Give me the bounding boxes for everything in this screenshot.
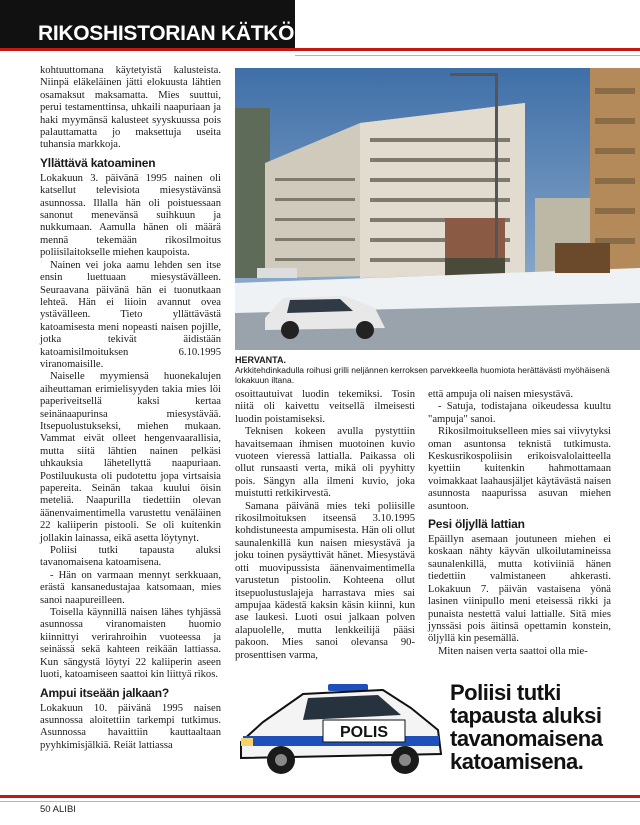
column-2 xyxy=(235,389,415,662)
paragraph: Lokakuun 3. päivänä 1995 nainen oli katsellut televisiota miesystävänsä asunnossa. Illalla hän oli poistuessaan sanonut menevänsä suihkuun ja nukkumaan. Aamulla hänen oli määrä mennä tekemään rikosilmoitus poliisilaitokselle miehen kaupoista. xyxy=(40,172,221,259)
paragraph: Poliisi tutki tapausta aluksi tavanomaisena katoamisena. xyxy=(40,545,221,569)
subheading-yllattava-katoaminen: Yllättävä katoaminen xyxy=(40,155,156,170)
paragraph: - Satuja, todistajana oikeudessa kuultu "ampuja" sanoi. xyxy=(428,401,611,425)
photo-caption xyxy=(235,355,635,385)
paragraph: - Hän on varmaan mennyt serkkuaan, erästä kansanedustajaa katsomaan, mies sanoi naapureilleen. xyxy=(40,569,221,606)
column-3 xyxy=(428,389,611,658)
caption-title: HERVANTA. xyxy=(235,355,287,365)
footer-red-rule xyxy=(0,795,640,798)
paragraph: Samana päivänä mies teki poliisille rikosilmoituksen itseensä 3.10.1995 kohdistuneesta ampumisesta. Hän oli ollut saunalenkillä kun naisen miesystävä ja joku toinen pysäyttivät hänet. Miesystävä otti muovipussista äänenvaimentimella varustetun pistoolin. Kohteena ollut itsepuolustuslajeja harrastava mies sai ampujaa kädestä kaksin käsin kiinni, kun ase laukesi. Luoti osui jalkaan polven alapuolelle, mutta lenkkeilijä pääsi pakoon. Mies sanoi olevansa 90-prosenttisen varma, xyxy=(235,500,415,661)
police-car-illustration xyxy=(233,680,445,780)
page-number: 50 ALIBI xyxy=(40,804,76,815)
paragraph: Nainen vei joka aamu lehden sen itse ensin luettuaan miesystävälleen. Seuraavana päivänä hän ei tuonutkaan lehteä. Hän ei liioin avannut ovea ystävälleen. Tieto yllättävästä katoamisesta meni nopeasti naisen pojille, jotka tekivät äidistään katoamisilmoituksen 6.10.1995 viranomaisille. xyxy=(40,259,221,370)
paragraph: Naiselle myymiensä huonekalujen aiheuttaman erimielisyyden takia mies löi paperiveitsellä kaksi kertaa seinänaapurinsa miesystävää. Itsepuolustukseksi, miehen mukaan. Vammat eivät olleet hengenvaarallisia, mutta siitä lähtien nainen pelkäsi uhkauksia lähetellyttä naapuriaan. Postiluukusta oli pudotettu jopa virtsaisia papereita. Seinän takaa kuului öisin meteliä. Naapurilla tiedettiin olevan äänenvaimentimella varustettu venäläinen 22 kaliiperin pistooli. Se oli kuitenkin jollakin lainassa, eikä asetta löytynyt. xyxy=(40,371,221,544)
footer-grey-rule xyxy=(0,801,640,802)
paragraph: osoittautuivat luodin tekemiksi. Tosin niitä oli kaivettu veitsellä ilmeisesti luodin poistamiseksi. xyxy=(235,389,415,425)
header-red-rule xyxy=(0,48,640,51)
paragraph: Toisella käynnillä naisen lähes tyhjässä asunnossa viranomaisten huomio kiinnittyi verirahroihin vuoteessa ja seinässä sekä kahteen reikään lattiassa. Kun sängystä löytyi 22 kaliiperin aseen luoti, katoamiseen saattoi kin liittyä rikos. xyxy=(40,607,221,681)
paragraph: Lokakuun 10. päivänä 1995 naisen asunnossa aloitettiin tarkempi tutkimus. Asunnossa havaittiin kauttaaltaan pyyhkimisjälkiä. Reiät lattiassa xyxy=(40,702,221,751)
intro-paragraph: kohtuuttomana käytetyistä kalusteista. Niinpä eläkeläinen jätti elokuusta lähtien osamaksut maksamatta. Mies suuttui, perui testamenttinsa, uhkaili naapuriaan ja haki myymänsä kalusteet syyskuussa pois palauttamatta jo maksettuja useita tuhansia markkoja. xyxy=(40,65,221,151)
paragraph: Rikosilmoitukselleen mies sai viivytyksi oman asuntonsa teknistä tutkimusta. Keskusrikospoliisin erikoisvalolaitteella kyettiin kuitenkin hahmottamaan voimakkaat laahausjäljet käytävästä naisen asunnosta naapurissa asuvan miehen asuntoon. xyxy=(428,426,611,512)
paragraph: Teknisen kokeen avulla pystyttiin havaitsemaan ihmisen muotoinen kuvio vuoteen vieressä lattialla. Paikassa oli ollut runsaasti verta, mikä oli pyyhitty pois. Sängyn alla ilmeni kuvio, joka muistutti retkikirvestä. xyxy=(235,426,415,500)
siren-light-icon xyxy=(328,684,368,691)
car-decal-text: POLIS xyxy=(339,724,389,741)
paragraph: että ampuja oli naisen miesystävä. xyxy=(428,389,574,400)
photo-hervanta-apartment-building xyxy=(235,68,640,350)
subheading-ampui-itseaan-jalkaan: Ampui itseään jalkaan? xyxy=(40,685,169,700)
subheading-pesi-oljylla-lattian: Pesi öljyllä lattian xyxy=(428,517,525,532)
photo-illustration xyxy=(235,68,640,350)
header-grey-rule xyxy=(295,55,640,56)
caption-text: Arkkitehdinkadulla roihusi grilli neljännen kerroksen parvekkeella huomiota herättävästi myöhäisenä lokakuun iltana. xyxy=(235,365,610,385)
section-title: RIKOSHISTORIAN KÄTKÖISTÄ xyxy=(38,22,341,45)
paragraph: Miten naisen verta saattoi olla mie- xyxy=(438,645,588,657)
paragraph: Epäillyn asemaan joutuneen miehen ei koskaan nähty käyvän ulkoilutamineissa saunalenkillä, mutta kotiviiniä hänen tiedettiin valmistaneen ahkerasti. Lokakuun 7. päivän vastaisena yönä lasinen viinipullo meni eteisessä rikki ja punaista nestettä valui lattialle. Sitä mies jynssäsi pois äitinsä opettamin konstein, öljyllä kin pesemällä. xyxy=(428,534,611,645)
column-1 xyxy=(40,65,221,752)
pull-quote: Poliisi tutki tapausta aluksi tavanomaisena katoamisena. xyxy=(450,680,603,774)
